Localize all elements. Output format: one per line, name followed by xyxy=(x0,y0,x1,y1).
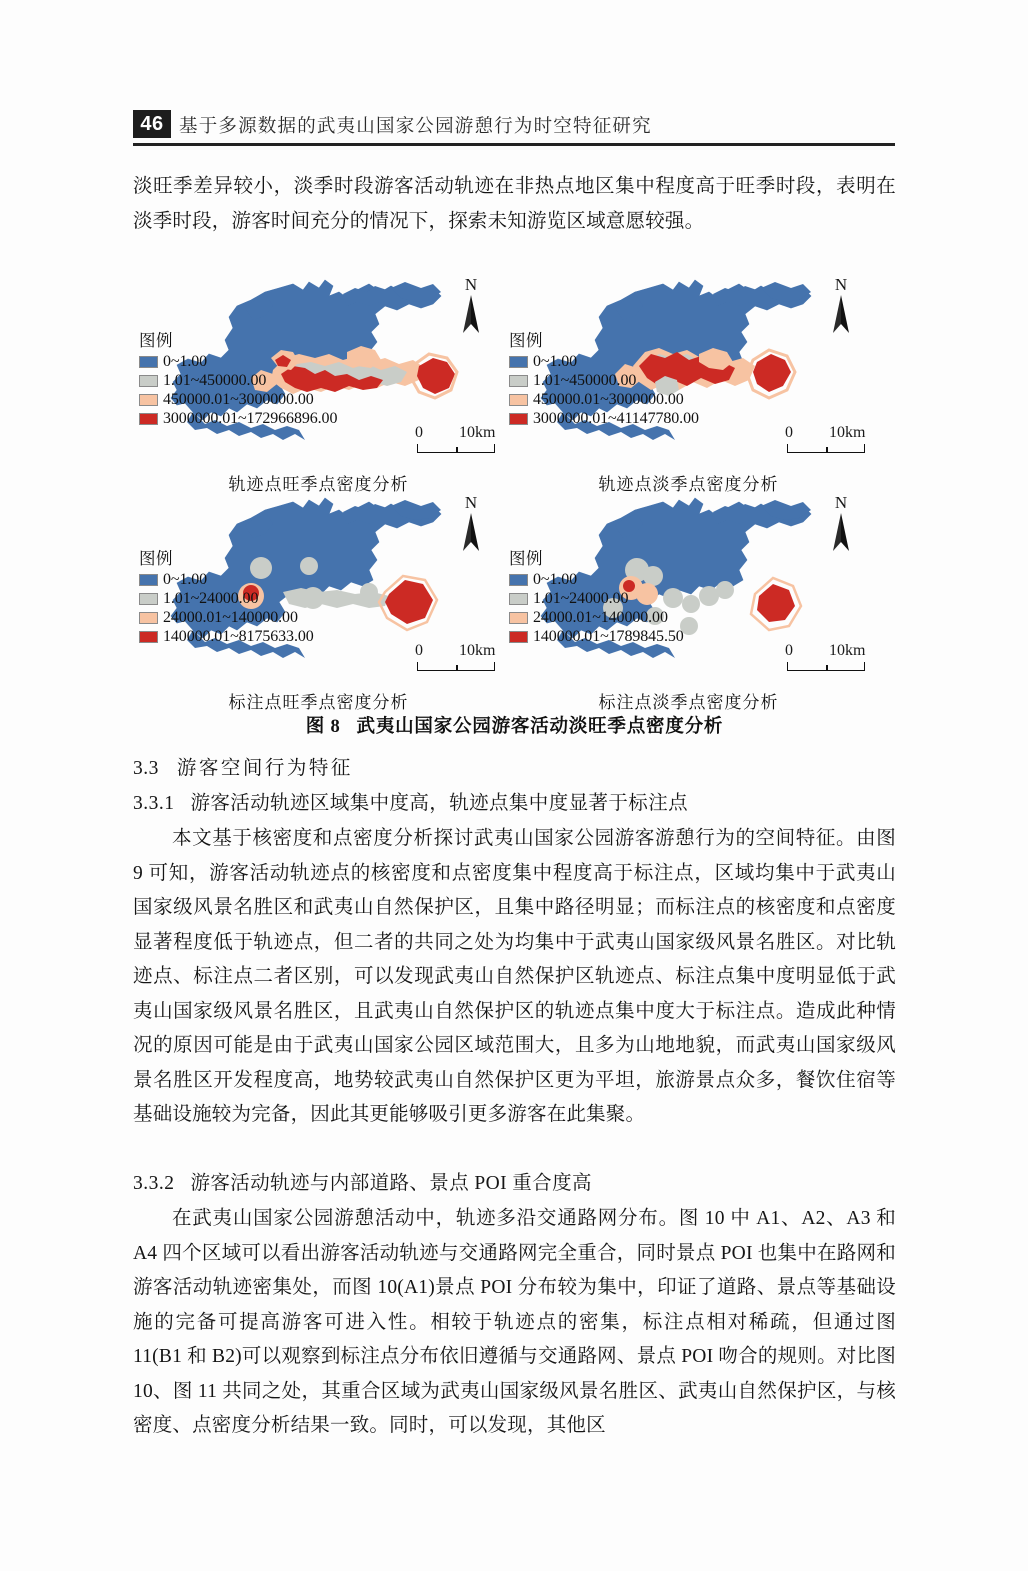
heading-3-3-1 xyxy=(133,787,688,821)
legend-label-class4: 3000000.01~172966896.00 xyxy=(163,409,338,427)
legend-row xyxy=(139,409,337,428)
scale-zero-label: 0 xyxy=(415,424,423,441)
scale-zero-label: 0 xyxy=(785,642,793,659)
legend-label-class1: 0~1.00 xyxy=(533,570,578,588)
legend-label-class1: 0~1.00 xyxy=(163,570,208,588)
running-head-title: 基于多源数据的武夷山国家公园游憩行为时空特征研究 xyxy=(179,117,652,137)
legend-row xyxy=(139,627,314,646)
scale-max-label: 10km xyxy=(459,424,496,441)
map-track-off xyxy=(503,262,874,494)
legend-label-class2: 1.01~450000.00 xyxy=(163,371,267,389)
legend-row xyxy=(509,589,684,608)
legend-title: 图例 xyxy=(139,331,173,350)
map-caption-track-off: 轨迹点淡季点密度分析 xyxy=(598,475,779,494)
paragraph-3-3-2: 在武夷山国家公园游憩活动中，轨迹多沿交通路网分布。图 10 中 A1、A2、A3 和 A4 四个区域可以看出游客活动轨迹与交通路网完全重合，同时景点 POI 也集中在路网和游客活动轨迹密集处，而图 10(A1)景点 POI 分布较为集中，印证了道路、景点等基础设施的完备可提高游客可进入性。相较于轨迹点的密集，标注点相对稀疏，但通过图 11(B1 和 B2)可以观察到标注点分布依旧遵循与交通路网、景点 POI 吻合的规则。对比图 10、图 11 共同之处，其重合区域为武夷山国家级风景名胜区、武夷山自然保护区，与核密度、点密度分析结果一致。同时，可以发现，其他区 xyxy=(133,1208,896,1436)
north-arrow xyxy=(828,494,854,558)
legend-swatch-class1 xyxy=(139,356,158,368)
legend-marker-peak xyxy=(139,548,314,646)
legend-row xyxy=(139,352,337,371)
legend-track-peak xyxy=(139,330,337,428)
scale-tick xyxy=(826,447,828,452)
legend-swatch-class2 xyxy=(509,593,528,605)
legend-marker-off xyxy=(509,548,684,646)
legend-swatch-class1 xyxy=(509,574,528,586)
north-arrow-icon xyxy=(828,293,854,335)
map-caption-marker-off: 标注点淡季点密度分析 xyxy=(598,693,779,712)
legend-swatch-class3 xyxy=(139,394,158,406)
legend-row xyxy=(139,371,337,390)
paragraph-3-3-1: 本文基于核密度和点密度分析探讨武夷山国家公园游客游憩行为的空间特征。由图 9 可知，游客活动轨迹点的核密度和点密度集中程度高于标注点，区域均集中于武夷山国家级风景名胜区和武夷山自然保护区，且集中路径明显；而标注点的核密度和点密度显著程度低于轨迹点，但二者的共同之处为均集中于武夷山国家级风景名胜区。对比轨迹点、标注点二者区别，可以发现武夷山自然保护区轨迹点、标注点集中度明显低于武夷山国家级风景名胜区，且武夷山自然保护区的轨迹点集中度大于标注点。造成此种情况的原因可能是由于武夷山国家公园区域范围大，且多为山地地貌，而武夷山国家级风景名胜区开发程度高，地势较武夷山自然保护区更为平坦，旅游景点众多，餐饮住宿等基础设施较为完备，因此其更能够吸引更多游客在此集聚。 xyxy=(133,828,896,1125)
map-caption-marker-peak: 标注点旺季点密度分析 xyxy=(228,693,409,712)
legend-label-class3: 450000.01~3000000.00 xyxy=(163,390,314,408)
legend-row xyxy=(509,409,699,428)
legend-swatch-class2 xyxy=(139,593,158,605)
north-label: N xyxy=(464,493,478,512)
scale-max-label: 10km xyxy=(829,642,866,659)
scale-tick xyxy=(456,447,458,452)
heading-3-3-2-title: 游客活动轨迹与内部道路、景点 POI 重合度高 xyxy=(190,1173,592,1194)
scale-tick xyxy=(456,665,458,670)
heading-3-3-number: 3.3 xyxy=(133,758,159,779)
legend-label-class2: 1.01~24000.00 xyxy=(533,589,629,607)
figure-8-caption xyxy=(133,712,896,738)
scale-max-label: 10km xyxy=(829,424,866,441)
north-arrow-icon xyxy=(458,293,484,335)
scale-tick xyxy=(826,665,828,670)
heading-3-3-2-number: 3.3.2 xyxy=(133,1173,175,1194)
north-label: N xyxy=(464,275,478,294)
legend-row xyxy=(509,371,699,390)
legend-label-class3: 24000.01~140000.00 xyxy=(163,608,298,626)
page-number-badge: 46 xyxy=(133,110,171,138)
heading-3-3-1-number: 3.3.1 xyxy=(133,793,175,814)
map-caption-track-peak: 轨迹点旺季点密度分析 xyxy=(228,475,409,494)
legend-swatch-class4 xyxy=(509,631,528,643)
scale-bar-graphic xyxy=(787,444,865,453)
north-arrow xyxy=(458,494,484,558)
legend-swatch-class1 xyxy=(139,574,158,586)
scale-bar xyxy=(785,424,893,453)
legend-label-class4: 140000.01~8175633.00 xyxy=(163,627,314,645)
legend-swatch-class4 xyxy=(139,631,158,643)
legend-track-off xyxy=(509,330,699,428)
figure-8 xyxy=(133,262,896,722)
legend-title: 图例 xyxy=(509,331,543,350)
legend-row xyxy=(509,570,684,589)
north-arrow xyxy=(458,276,484,340)
legend-title: 图例 xyxy=(139,549,173,568)
legend-swatch-class2 xyxy=(139,375,158,387)
scale-bar-graphic xyxy=(787,662,865,671)
heading-3-3-title: 游客空间行为特征 xyxy=(176,758,353,779)
scale-max-label: 10km xyxy=(459,642,496,659)
legend-swatch-class3 xyxy=(509,612,528,624)
legend-swatch-class3 xyxy=(139,612,158,624)
legend-swatch-class3 xyxy=(509,394,528,406)
scale-bar-graphic xyxy=(417,662,495,671)
legend-row xyxy=(509,390,699,409)
legend-swatch-class4 xyxy=(139,413,158,425)
map-track-peak xyxy=(133,262,504,494)
legend-label-class3: 24000.01~140000.00 xyxy=(533,608,668,626)
legend-label-class2: 1.01~24000.00 xyxy=(163,589,259,607)
north-arrow xyxy=(828,276,854,340)
north-arrow-icon xyxy=(458,511,484,553)
heading-3-3-2 xyxy=(133,1167,592,1201)
heading-3-3-1-title: 游客活动轨迹区域集中度高，轨迹点集中度显著于标注点 xyxy=(190,793,689,814)
legend-label-class4: 3000000.01~41147780.00 xyxy=(533,409,699,427)
header-divider xyxy=(133,143,895,146)
legend-row xyxy=(509,608,684,627)
page-header xyxy=(133,110,895,148)
scale-bar-graphic xyxy=(417,444,495,453)
north-arrow-icon xyxy=(828,511,854,553)
figure-caption-label: 图 8 xyxy=(305,717,341,737)
legend-swatch-class2 xyxy=(509,375,528,387)
legend-row xyxy=(139,608,314,627)
north-label: N xyxy=(834,493,848,512)
legend-label-class1: 0~1.00 xyxy=(163,352,208,370)
legend-row xyxy=(509,627,684,646)
north-label: N xyxy=(834,275,848,294)
legend-row xyxy=(139,390,337,409)
scale-zero-label: 0 xyxy=(415,642,423,659)
map-marker-peak xyxy=(133,480,504,712)
scale-bar xyxy=(785,642,893,671)
legend-label-class4: 140000.01~1789845.50 xyxy=(533,627,684,645)
map-marker-off xyxy=(503,480,874,712)
legend-label-class3: 450000.01~3000000.00 xyxy=(533,390,684,408)
heading-3-3 xyxy=(133,752,353,786)
legend-label-class1: 0~1.00 xyxy=(533,352,578,370)
legend-row xyxy=(509,352,699,371)
scale-zero-label: 0 xyxy=(785,424,793,441)
intro-paragraph: 淡旺季差异较小，淡季时段游客活动轨迹在非热点地区集中程度高于旺季时段，表明在淡季时段，游客时间充分的情况下，探索未知游览区域意愿较强。 xyxy=(133,176,896,232)
legend-label-class2: 1.01~450000.00 xyxy=(533,371,637,389)
legend-swatch-class4 xyxy=(509,413,528,425)
legend-title: 图例 xyxy=(509,549,543,568)
legend-swatch-class1 xyxy=(509,356,528,368)
legend-row xyxy=(139,570,314,589)
legend-row xyxy=(139,589,314,608)
figure-caption-text: 武夷山国家公园游客活动淡旺季点密度分析 xyxy=(356,717,724,737)
